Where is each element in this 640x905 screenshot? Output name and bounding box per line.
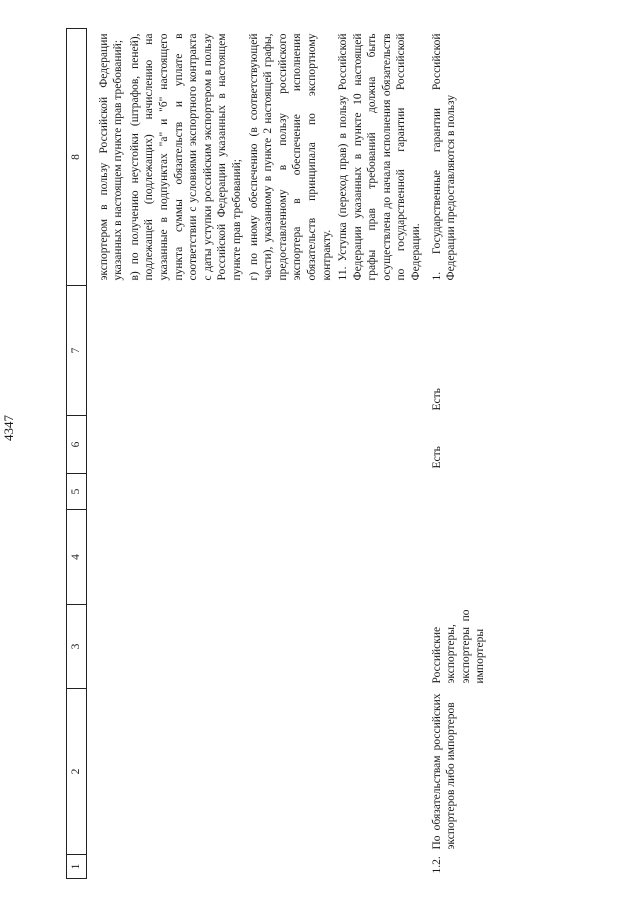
row-col3: Российские экспортеры, экспортеры по импортеры (430, 609, 487, 684)
continuation-paragraph: г) по иному обеспечению (в соответствующей части), указанному в пункте 2 настоящей графы, предоставленному в пользу российского экспортера в обеспечение исполнения обязательств принципала по экспортному контракту. (247, 33, 333, 281)
row-col7: Есть (430, 388, 443, 411)
continuation-paragraph: экспортером в пользу Российской Федерации указанных в настоящем пункте прав требований; (97, 33, 125, 281)
header-cell: 8 (67, 29, 87, 286)
row-col8: 1. Государственные гарантии Российской Федерации предоставляются в пользу (430, 33, 458, 281)
continuation-row (95, 29, 428, 879)
row-col2: По обязательствам российских экспортеров либо импортеров (430, 693, 458, 850)
row-number: 1.2. (430, 856, 443, 874)
page-number: 4347 (1, 415, 16, 441)
header-cell: 5 (67, 474, 87, 510)
header-cell: 7 (67, 286, 87, 416)
row-col5 (428, 474, 490, 510)
continuation-paragraph: 11. Уступка (переход прав) в пользу Российской Федерации указанных в пункте 10 настоящей графы прав требований должна быть осуществлена до начала исполнения обязательств по государственной гарантии Российской Федерации. (337, 33, 423, 281)
header-cell: 4 (67, 510, 87, 605)
header-cell: 6 (67, 416, 87, 474)
guarantee-table (66, 28, 490, 879)
header-row (67, 29, 87, 879)
header-cell: 3 (67, 605, 87, 689)
row-col4 (428, 510, 490, 605)
rotated-table-wrapper (66, 29, 574, 879)
header-cell: 1 (67, 855, 87, 879)
continuation-cell (95, 29, 428, 286)
continuation-paragraph: в) по получению неустойки (штрафов, пеней), подлежащей (подлежащих) начислению на указанные в подпунктах "а" и "б" настоящего пункта суммы обязательств и уплате в соответствии с условиями экспортного контракта с даты уступки российским экспортером в пользу Российской Федерации указанных в настоящем пункте прав требований; (128, 33, 243, 281)
header-cell: 2 (67, 689, 87, 855)
row-col6: Есть (430, 446, 443, 469)
table-row-1-2 (428, 29, 490, 879)
